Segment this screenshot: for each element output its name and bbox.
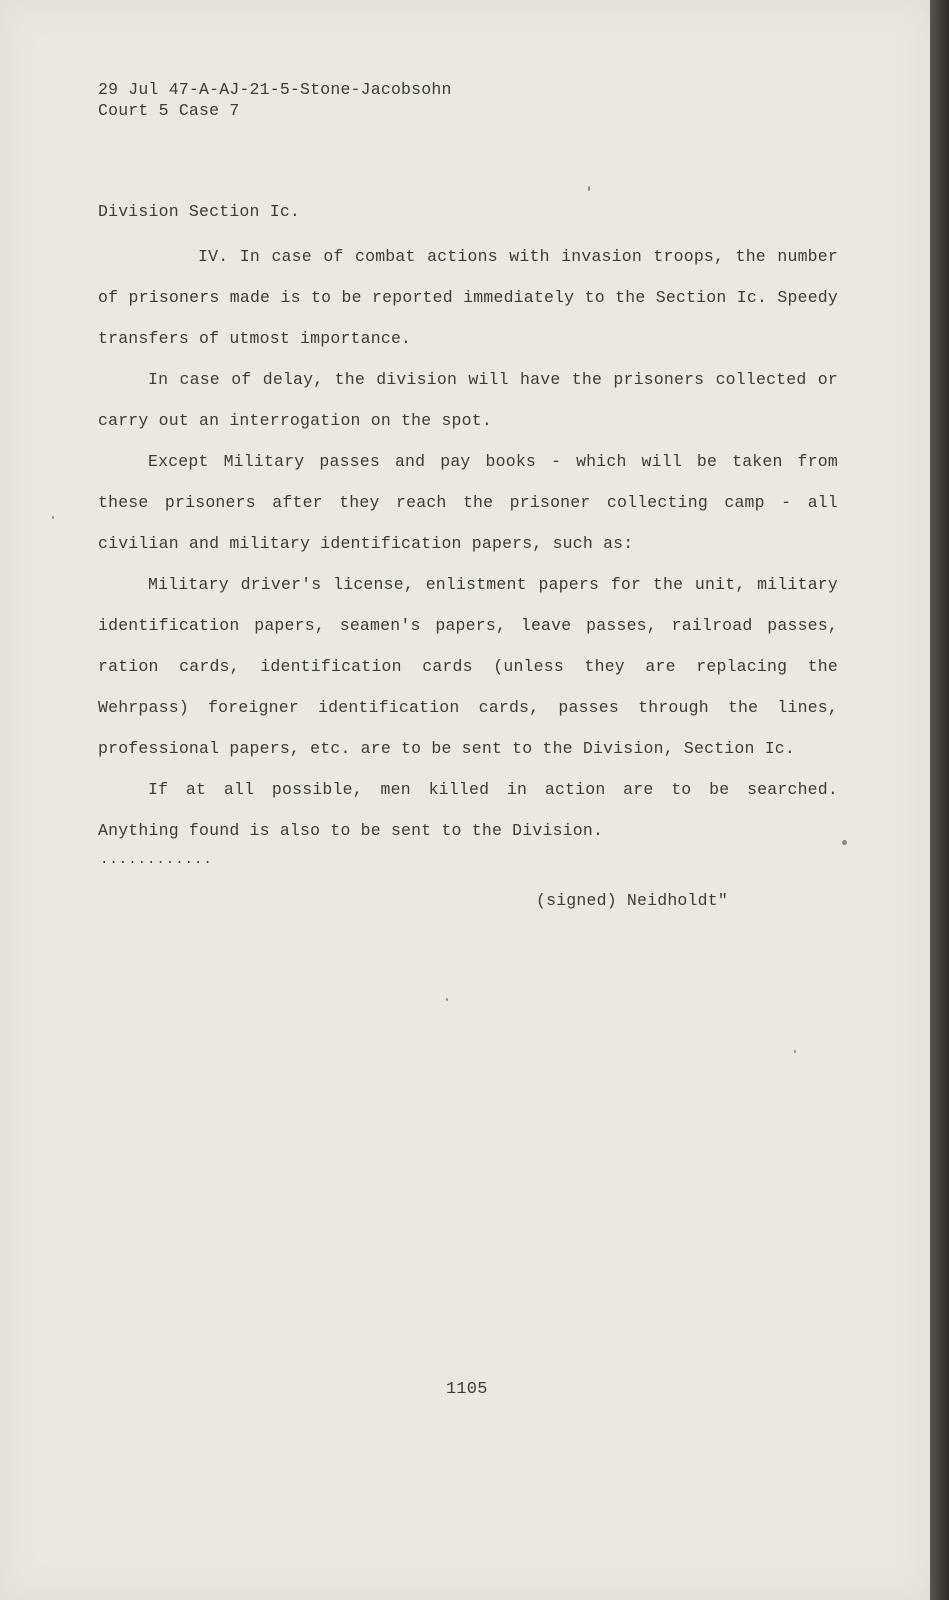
section-title: Division Section Ic. [98,202,301,221]
paper-speck [842,840,847,845]
scan-edge [930,0,949,1600]
omission-dots: ............ [100,852,213,868]
court-case-line: Court 5 Case 7 [98,101,240,120]
document-body [98,236,838,851]
paragraph-iv: IV. In case of combat actions with invasion troops, the number of prisoners made is to be reported immediately to the Section Ic. Speedy transfers of utmost importance. [98,247,838,348]
paragraph-papers-list: Military driver's license, enlistment papers for the unit, military identification papers, seamen's papers, leave passes, railroad passes, ration cards, identification cards (unless they are replacing the Wehrpass) foreigner identification cards, passes through the lines, professional papers, etc. are to be sent to the Division, Section Ic. [98,575,838,758]
page-number: 1105 [446,1380,488,1399]
paper-speck [588,186,590,191]
paragraph-except: Except Military passes and pay books - which will be taken from these prisoners after they reach the prisoner collecting camp - all civilian and military identification papers, such as: [98,452,838,553]
paper-speck [794,1050,796,1053]
paper-speck [52,516,54,519]
case-reference: 29 Jul 47-A-AJ-21-5-Stone-Jacobsohn [98,80,452,99]
signature-line: (signed) Neidholdt" [536,891,728,910]
paragraph-delay: In case of delay, the division will have the prisoners collected or carry out an interrogation on the spot. [98,370,838,430]
paragraph-killed-in-action: If at all possible, men killed in action are to be searched. Anything found is also to be sent to the Division. [98,780,838,840]
paper-speck [446,998,448,1001]
